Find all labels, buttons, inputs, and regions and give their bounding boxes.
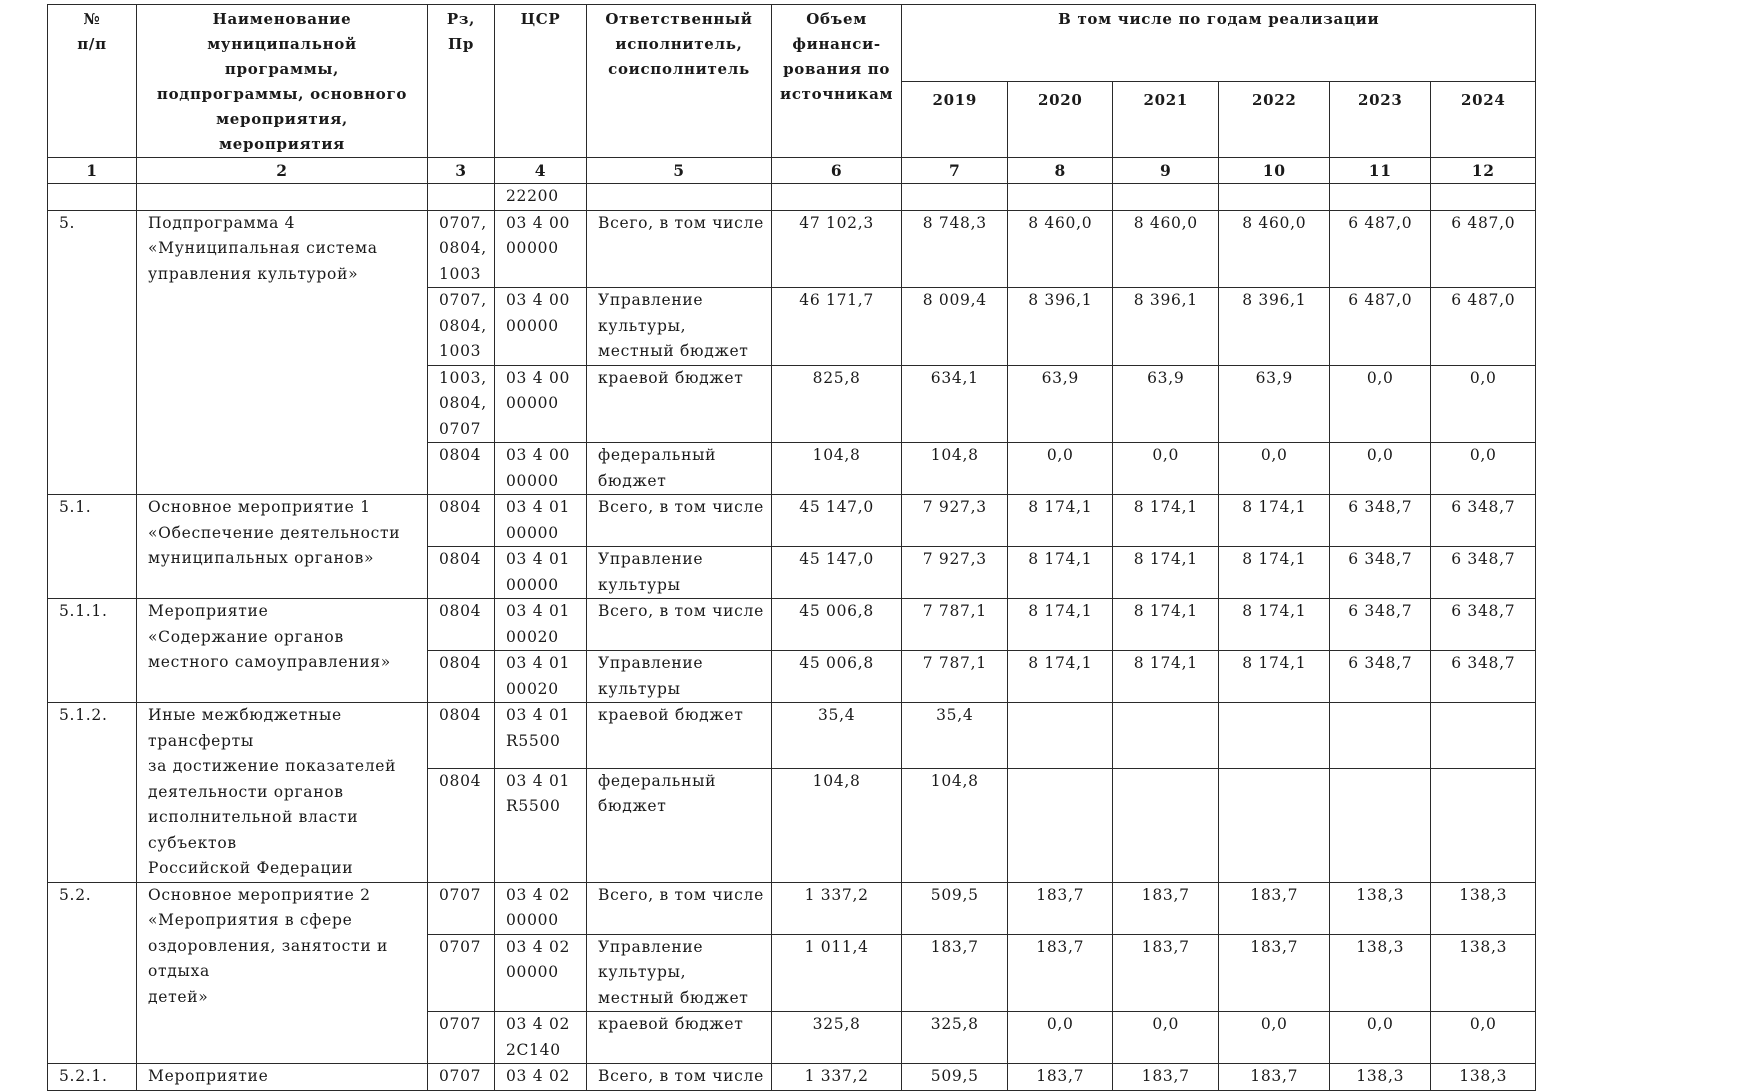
row-executor-cell: краевой бюджет [587,365,772,443]
row-2021-cell: 63,9 [1113,365,1219,443]
row-2024-cell: 0,0 [1431,1012,1536,1064]
row-2019-cell: 104,8 [902,443,1008,495]
row-csr-cell: 03 4 02 00000 [495,882,587,934]
row-name-cell: Мероприятие [137,1064,428,1091]
row-2020-cell [1008,768,1113,882]
row-2020-cell: 0,0 [1008,443,1113,495]
header-num: № п/п [48,5,137,158]
row-2020-cell: 183,7 [1008,1064,1113,1091]
row-2022-cell: 8 174,1 [1219,547,1330,599]
column-number: 6 [772,158,902,184]
row-2023-cell: 0,0 [1330,365,1431,443]
row-rzpr-cell: 0804 [428,443,495,495]
row-2023-cell: 6 487,0 [1330,288,1431,366]
row-executor-cell: федеральный бюджет [587,443,772,495]
row-rzpr-cell: 0804 [428,599,495,651]
row-2020-cell: 8 174,1 [1008,651,1113,703]
row-csr-cell: 03 4 00 00000 [495,365,587,443]
row-2019-cell: 509,5 [902,882,1008,934]
row-csr-cell: 03 4 01 00020 [495,651,587,703]
row-num-cell: 5. [48,210,137,495]
row-2019-cell: 7 927,3 [902,495,1008,547]
header-year: 2021 [1113,82,1219,158]
row-2020-cell: 8 460,0 [1008,210,1113,288]
row-2019-cell: 7 787,1 [902,651,1008,703]
row-2020-cell: 63,9 [1008,365,1113,443]
row-2021-cell: 8 396,1 [1113,288,1219,366]
row-2021-cell [1113,703,1219,769]
row-csr-cell: 03 4 01 R5500 [495,703,587,769]
row-csr-cell: 03 4 02 2С140 [495,1012,587,1064]
row-executor-cell: краевой бюджет [587,703,772,769]
column-number: 8 [1008,158,1113,184]
row-2019-cell: 509,5 [902,1064,1008,1091]
table-row [48,184,1536,211]
row-2021-cell: 183,7 [1113,934,1219,1012]
row-volume-cell: 45 147,0 [772,547,902,599]
row-2022-cell: 63,9 [1219,365,1330,443]
column-number: 2 [137,158,428,184]
row-rzpr-cell: 0707 [428,1012,495,1064]
row-csr-cell: 03 4 02 [495,1064,587,1091]
row-2023-cell: 0,0 [1330,443,1431,495]
row-2020-cell: 0,0 [1008,1012,1113,1064]
row-executor-cell: Всего, в том числе [587,1064,772,1091]
header-year: 2022 [1219,82,1330,158]
row-2022-cell: 0,0 [1219,443,1330,495]
header-year: 2020 [1008,82,1113,158]
row-csr-cell: 03 4 00 00000 [495,210,587,288]
column-number: 9 [1113,158,1219,184]
row-2023-cell: 138,3 [1330,1064,1431,1091]
row-2021-cell: 8 174,1 [1113,651,1219,703]
row-csr-cell: 03 4 01 00000 [495,495,587,547]
row-name-cell: Подпрограмма 4 «Муниципальная система управления культурой» [137,210,428,495]
row-name-cell [137,184,428,211]
row-2020-cell [1008,184,1113,211]
row-rzpr-cell: 0804 [428,768,495,882]
column-numbers-row [48,158,1536,184]
row-rzpr-cell: 0707, 0804, 1003 [428,210,495,288]
row-volume-cell: 46 171,7 [772,288,902,366]
table-row [48,1064,1536,1091]
row-volume-cell: 35,4 [772,703,902,769]
column-number: 4 [495,158,587,184]
row-2020-cell: 8 396,1 [1008,288,1113,366]
row-2023-cell: 138,3 [1330,882,1431,934]
row-2023-cell: 0,0 [1330,1012,1431,1064]
row-executor-cell: Всего, в том числе [587,210,772,288]
row-2019-cell [902,184,1008,211]
row-executor-cell: Управление культуры, местный бюджет [587,288,772,366]
row-2021-cell: 183,7 [1113,882,1219,934]
header-rzpr: Рз, Пр [428,5,495,158]
row-2024-cell: 0,0 [1431,443,1536,495]
row-2021-cell: 8 174,1 [1113,495,1219,547]
row-2024-cell [1431,184,1536,211]
row-2021-cell [1113,184,1219,211]
row-2024-cell: 6 348,7 [1431,651,1536,703]
row-2024-cell: 6 487,0 [1431,210,1536,288]
row-num-cell: 5.1.1. [48,599,137,703]
row-2022-cell: 8 174,1 [1219,599,1330,651]
header-csr: ЦСР [495,5,587,158]
column-number: 12 [1431,158,1536,184]
table-row [48,495,1536,547]
row-2020-cell: 8 174,1 [1008,547,1113,599]
row-2021-cell: 8 174,1 [1113,599,1219,651]
row-rzpr-cell: 0707 [428,934,495,1012]
table-row [48,210,1536,288]
column-number: 3 [428,158,495,184]
header-year: 2019 [902,82,1008,158]
row-rzpr-cell: 0707 [428,1064,495,1091]
row-volume-cell: 325,8 [772,1012,902,1064]
row-executor-cell: краевой бюджет [587,1012,772,1064]
row-2021-cell: 8 460,0 [1113,210,1219,288]
row-rzpr-cell: 0804 [428,651,495,703]
row-csr-cell: 03 4 02 00000 [495,934,587,1012]
row-2024-cell [1431,703,1536,769]
row-rzpr-cell: 0707 [428,882,495,934]
row-2021-cell: 183,7 [1113,1064,1219,1091]
row-name-cell: Основное мероприятие 2 «Мероприятия в сфере оздоровления, занятости и отдыха детей» [137,882,428,1064]
row-volume-cell: 47 102,3 [772,210,902,288]
row-2024-cell: 0,0 [1431,365,1536,443]
row-2019-cell: 8 009,4 [902,288,1008,366]
row-2024-cell: 6 487,0 [1431,288,1536,366]
row-2024-cell: 138,3 [1431,1064,1536,1091]
table-row [48,703,1536,769]
row-executor-cell: Всего, в том числе [587,495,772,547]
row-executor-cell: Всего, в том числе [587,882,772,934]
row-2023-cell: 6 348,7 [1330,547,1431,599]
row-executor-cell: Управление культуры [587,651,772,703]
row-2021-cell: 8 174,1 [1113,547,1219,599]
row-2020-cell: 8 174,1 [1008,599,1113,651]
row-2020-cell: 183,7 [1008,934,1113,1012]
row-2022-cell: 8 174,1 [1219,495,1330,547]
row-csr-cell: 03 4 00 00000 [495,288,587,366]
row-executor-cell: Управление культуры [587,547,772,599]
row-volume-cell: 1 337,2 [772,882,902,934]
row-2023-cell [1330,768,1431,882]
row-2020-cell: 183,7 [1008,882,1113,934]
row-volume-cell [772,184,902,211]
row-rzpr-cell: 0804 [428,495,495,547]
row-2022-cell [1219,768,1330,882]
column-number: 11 [1330,158,1431,184]
header-name: Наименование муниципальной программы, подпрограммы, основного мероприятия, мероприятия [137,5,428,158]
column-number: 10 [1219,158,1330,184]
row-2019-cell: 8 748,3 [902,210,1008,288]
row-2024-cell: 6 348,7 [1431,599,1536,651]
row-2019-cell: 183,7 [902,934,1008,1012]
header-year: 2023 [1330,82,1431,158]
row-name-cell: Иные межбюджетные трансферты за достижение показателей деятельности органов исполнительной власти субъектов Российской Федерации [137,703,428,883]
header-volume: Объем финанси-рования по источникам [772,5,902,158]
row-volume-cell: 45 006,8 [772,651,902,703]
row-csr-cell: 03 4 01 00000 [495,547,587,599]
row-2022-cell [1219,703,1330,769]
row-num-cell: 5.1.2. [48,703,137,883]
column-number: 1 [48,158,137,184]
row-2022-cell: 183,7 [1219,1064,1330,1091]
row-2022-cell: 0,0 [1219,1012,1330,1064]
row-volume-cell: 1 011,4 [772,934,902,1012]
row-2024-cell: 6 348,7 [1431,495,1536,547]
row-csr-cell: 03 4 01 R5500 [495,768,587,882]
row-executor-cell: Всего, в том числе [587,599,772,651]
row-2019-cell: 104,8 [902,768,1008,882]
row-rzpr-cell: 1003, 0804, 0707 [428,365,495,443]
row-volume-cell: 45 006,8 [772,599,902,651]
row-2021-cell: 0,0 [1113,443,1219,495]
row-volume-cell: 825,8 [772,365,902,443]
row-2023-cell: 6 487,0 [1330,210,1431,288]
row-2022-cell: 8 174,1 [1219,651,1330,703]
row-rzpr-cell: 0804 [428,703,495,769]
row-2023-cell: 138,3 [1330,934,1431,1012]
row-2019-cell: 634,1 [902,365,1008,443]
row-2023-cell: 6 348,7 [1330,599,1431,651]
row-2023-cell: 6 348,7 [1330,495,1431,547]
row-2019-cell: 325,8 [902,1012,1008,1064]
row-num-cell: 5.2. [48,882,137,1064]
row-csr-cell: 03 4 01 00020 [495,599,587,651]
row-volume-cell: 1 337,2 [772,1064,902,1091]
row-executor-cell [587,184,772,211]
row-name-cell: Основное мероприятие 1 «Обеспечение деятельности муниципальных органов» [137,495,428,599]
row-2020-cell [1008,703,1113,769]
row-2024-cell: 138,3 [1431,934,1536,1012]
row-name-cell: Мероприятие «Содержание органов местного самоуправления» [137,599,428,703]
header-executor: Ответственный исполнитель, соисполнитель [587,5,772,158]
row-2022-cell: 183,7 [1219,882,1330,934]
row-csr-cell: 03 4 00 00000 [495,443,587,495]
row-executor-cell: федеральный бюджет [587,768,772,882]
row-2021-cell [1113,768,1219,882]
row-2019-cell: 35,4 [902,703,1008,769]
row-2022-cell: 8 460,0 [1219,210,1330,288]
row-2021-cell: 0,0 [1113,1012,1219,1064]
row-csr-cell: 22200 [495,184,587,211]
row-volume-cell: 104,8 [772,768,902,882]
row-2023-cell [1330,184,1431,211]
row-2024-cell [1431,768,1536,882]
row-2019-cell: 7 927,3 [902,547,1008,599]
row-executor-cell: Управление культуры, местный бюджет [587,934,772,1012]
table-row [48,882,1536,934]
budget-table [47,4,1536,1091]
header-year: 2024 [1431,82,1536,158]
row-2024-cell: 138,3 [1431,882,1536,934]
row-num-cell [48,184,137,211]
row-rzpr-cell: 0707, 0804, 1003 [428,288,495,366]
table-row [48,599,1536,651]
row-2024-cell: 6 348,7 [1431,547,1536,599]
column-number: 5 [587,158,772,184]
row-volume-cell: 104,8 [772,443,902,495]
row-num-cell: 5.1. [48,495,137,599]
row-num-cell: 5.2.1. [48,1064,137,1091]
header-years-group: В том числе по годам реализации [902,5,1536,82]
row-2022-cell [1219,184,1330,211]
row-rzpr-cell: 0804 [428,547,495,599]
row-2023-cell: 6 348,7 [1330,651,1431,703]
row-volume-cell: 45 147,0 [772,495,902,547]
row-2019-cell: 7 787,1 [902,599,1008,651]
row-2022-cell: 183,7 [1219,934,1330,1012]
row-2020-cell: 8 174,1 [1008,495,1113,547]
row-2023-cell [1330,703,1431,769]
row-rzpr-cell [428,184,495,211]
row-2022-cell: 8 396,1 [1219,288,1330,366]
column-number: 7 [902,158,1008,184]
